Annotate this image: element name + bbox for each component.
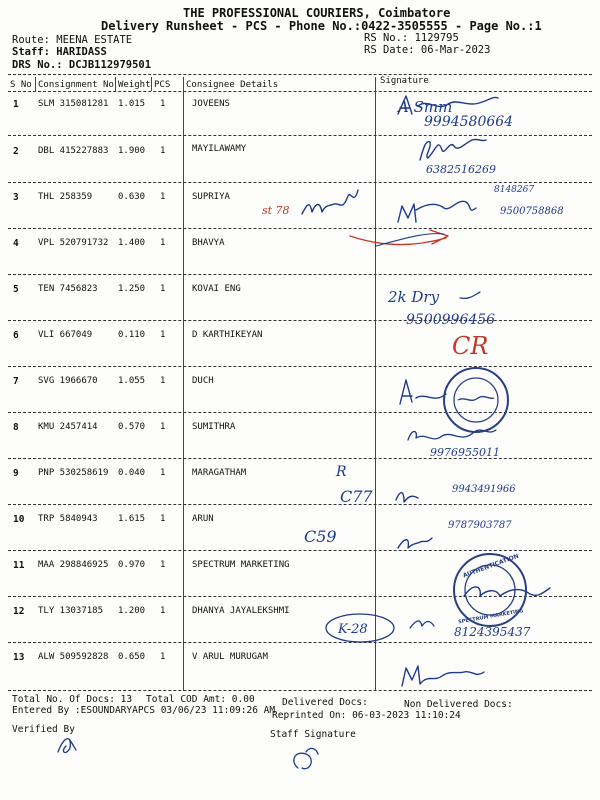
row-weight: 1.200 [118,606,146,616]
row-consignee: SUPRIYA [192,192,230,202]
row-pcs: 1 [160,376,166,386]
col-pcs: PCS [154,80,171,90]
route: Route: MEENA ESTATE [12,34,133,46]
row-weight: 0.650 [118,652,146,662]
row-sno: 6 [13,330,19,341]
row-weight: 0.970 [118,560,146,570]
rs-number: RS No.: 1129795 [364,32,459,44]
handwritten-phone: 8124395437 [454,625,531,639]
col-signature: Signature [380,76,429,86]
row-pcs: 1 [160,284,166,294]
total-cod: Total COD Amt: 0.00 [146,694,255,705]
signature-scribble [460,292,480,298]
handwritten-name: 2k Dry [388,288,440,306]
row-weight: 1.015 [118,99,146,109]
runsheet-title: Delivery Runsheet - PCS - Phone No.:0422-3505555 - Page No.:1 [101,19,542,33]
reprinted-on: Reprinted On: 06-03-2023 11:10:24 [272,710,461,721]
handwritten-letter: R [336,464,347,480]
row-consignee: SUMITHRA [192,422,236,432]
signature-scribble [410,621,434,628]
col-sno: S No [10,80,32,90]
handwritten-phone: 9500758868 [500,206,564,217]
handwritten-name: A Smm [398,98,453,116]
row-consignee: DUCH [192,376,214,386]
row-pcs: 1 [160,514,166,524]
row-consignment: PNP 530258619 [38,468,109,478]
handwritten-code: K-28 [338,622,368,637]
stamp-text: AUTHENTICATION [461,552,520,580]
row-pcs: 1 [160,468,166,478]
col-weight: Weight [118,80,151,90]
row-sno: 1 [13,99,19,110]
row-sno: 2 [13,146,19,157]
row-sno: 7 [13,376,19,387]
signature-scribble [398,201,476,222]
row-pcs: 1 [160,192,166,202]
row-sno: 12 [13,606,25,617]
row-weight: 0.570 [118,422,146,432]
row-consignee: ARUN [192,514,214,524]
round-stamp [444,368,508,432]
row-consignment: SVG 1966670 [38,376,98,386]
row-consignee: V ARUL MURUGAM [192,652,268,662]
signature-scribble [396,493,418,502]
row-consignment: KMU 2457414 [38,422,98,432]
row-sno: 10 [13,514,25,525]
row-consignment: VLI 667049 [38,330,93,340]
handwritten-phone: 9994580664 [424,114,514,130]
handwritten-phone: 9787903787 [448,520,512,531]
signature-scribble [398,538,432,548]
signature-scribble [400,380,446,404]
row-consignee: SPECTRUM MARKETING [192,560,290,570]
row-weight: 1.900 [118,146,146,156]
arrow-line-mark [350,230,448,245]
row-weight: 1.615 [118,514,146,524]
row-weight: 1.250 [118,284,146,294]
row-consignment: DBL 415227883 [38,146,109,156]
handwritten-code: C59 [304,527,337,546]
row-sno: 3 [13,192,19,203]
row-pcs: 1 [160,99,166,109]
handwritten-phone: 8148267 [494,185,535,195]
row-pcs: 1 [160,560,166,570]
signature-scribble [420,139,486,160]
handwritten-phone: 9943491966 [452,484,516,495]
row-consignment: VPL 520791732 [38,238,109,248]
row-consignment: TRP 5840943 [38,514,98,524]
row-sno: 8 [13,422,19,433]
row-consignee: D KARTHIKEYAN [192,330,263,340]
row-weight: 1.055 [118,376,146,386]
staff-signature-label: Staff Signature [270,729,356,740]
col-consignee: Consignee Details [186,80,279,90]
row-consignment: ALW 509592828 [38,652,109,662]
row-consignment: SLM 315081281 [38,99,109,109]
company-name: THE PROFESSIONAL COURIERS, Coimbatore [183,6,451,20]
entered-by: Entered By :ESOUNDARYAPCS 03/06/23 11:09:26 AM [12,705,276,716]
signature-scribble [402,666,484,686]
total-docs: Total No. Of Docs: 13 [12,694,133,705]
row-pcs: 1 [160,330,166,340]
handwritten-phone: 9500996456 [406,312,496,328]
row-weight: 0.630 [118,192,146,202]
handwritten-initials: CR [452,332,489,360]
row-sno: 9 [13,468,19,479]
handwritten-code: C77 [340,487,373,506]
row-pcs: 1 [160,146,166,156]
row-consignee: DHANYA JAYALEKSHMI [192,606,290,616]
row-consignment: THL 258359 [38,192,93,202]
col-consignment: Consignment No [38,80,114,90]
row-weight: 0.040 [118,468,146,478]
row-consignee: MAYILAWAMY [192,144,247,154]
row-sno: 11 [13,560,25,571]
handwritten-phone: 9976955011 [430,446,500,459]
verified-by: Verified By [12,724,75,735]
row-consignment: TEN 7456823 [38,284,98,294]
row-sno: 13 [13,652,25,663]
row-consignee: MARAGATHAM [192,468,247,478]
row-consignment: MAA 298846925 [38,560,109,570]
rs-date: RS Date: 06-Mar-2023 [364,44,491,56]
row-pcs: 1 [160,652,166,662]
signature-scribble [58,739,76,753]
row-pcs: 1 [160,606,166,616]
row-weight: 1.400 [118,238,146,248]
signature-scribble [294,748,318,768]
row-weight: 0.110 [118,330,146,340]
signature-scribble [302,190,358,214]
non-delivered-docs: Non Delivered Docs: [404,699,513,710]
row-pcs: 1 [160,422,166,432]
row-pcs: 1 [160,238,166,248]
row-consignment: TLY 13037185 [38,606,104,616]
stamp-text: SPECTRUM MARKETING [457,608,524,626]
row-consignee: KOVAI ENG [192,284,241,294]
row-sno: 4 [13,238,19,249]
signature-scribble [464,587,550,596]
row-sno: 5 [13,284,19,295]
drs-number: DRS No.: DCJB112979501 [12,59,152,71]
staff: Staff: HARIDASS [12,46,107,58]
row-consignee: JOVEENS [192,99,230,109]
row-consignee: BHAVYA [192,238,225,248]
handwritten-note: st 78 [262,204,290,217]
delivered-docs: Delivered Docs: [282,697,368,708]
handwritten-phone: 6382516269 [426,163,496,176]
